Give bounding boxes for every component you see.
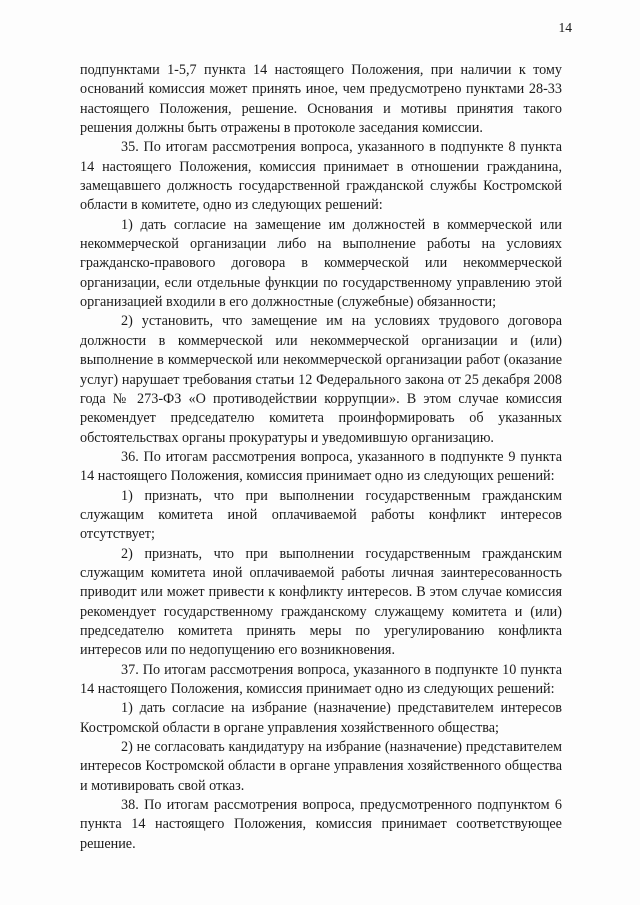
document-body xyxy=(80,61,562,854)
paragraph-36-item-2: 2) признать, что при выполнении государственным гражданским служащим комитета иной оплачиваемой работы личная заинтересованность приводит или может привести к конфликту интересов. В этом случае комиссия рекомендует государственному гражданскому служащему комитета и (или) председателю комитета принять меры по урегулированию конфликта интересов или по недопущению его возникновения. xyxy=(80,545,562,659)
paragraph-38: 38. По итогам рассмотрения вопроса, предусмотренного подпунктом 6 пункта 14 настоящего Положения, комиссия принимает соответствующее решение. xyxy=(80,797,562,852)
paragraph-36: 36. По итогам рассмотрения вопроса, указанного в подпункте 9 пункта 14 настоящего Положения, комиссия принимает одно из следующих решений: xyxy=(80,448,562,485)
paragraph-35-item-1: 1) дать согласие на замещение им должностей в коммерческой или некоммерческой организации либо на выполнение работы на условиях гражданско-правового договора в коммерческой или некоммерческой организации, если отдельные функции по государственному управлению этой организацией входили в его должностные (служебные) обязанности; xyxy=(80,216,562,311)
page-number: 14 xyxy=(558,20,572,35)
paragraph-35: 35. По итогам рассмотрения вопроса, указанного в подпункте 8 пункта 14 настоящего Положения, комиссия принимает в отношении гражданина, замещавшего должность государственной гражданской службы Костромской области в комитете, одно из следующих решений: xyxy=(80,139,562,214)
paragraph-35-item-2: 2) установить, что замещение им на условиях трудового договора должности в коммерческой или некоммерческой организации и (или) выполнение в коммерческой или некоммерческой организации работ (оказание услуг) нарушает требования статьи 12 Федерального закона от 25 декабря 2008 года № 273-ФЗ «О противодействии коррупции». В этом случае комиссия рекомендует председателю комитета проинформировать об указанных обстоятельствах органы прокуратуры и уведомившую организацию. xyxy=(80,313,562,446)
paragraph-37-item-2: 2) не согласовать кандидатуру на избрание (назначение) представителем интересов Костромской области в органе управления хозяйственного общества и мотивировать свой отказ. xyxy=(80,739,562,794)
paragraph-continued: подпунктами 1-5,7 пункта 14 настоящего Положения, при наличии к тому оснований комиссия может принять иное, чем предусмотрено пунктами 28-33 настоящего Положения, решение. Основания и мотивы принятия такого решения должны быть отражены в протоколе заседания комиссии. xyxy=(80,62,562,137)
paragraph-37-item-1: 1) дать согласие на избрание (назначение) представителем интересов Костромской области в органе управления хозяйственного общества; xyxy=(80,700,562,736)
paragraph-37: 37. По итогам рассмотрения вопроса, указанного в подпункте 10 пункта 14 настоящего Положения, комиссия принимает одно из следующих решений: xyxy=(80,661,562,697)
paragraph-36-item-1: 1) признать, что при выполнении государственным гражданским служащим комитета иной оплачиваемой работы конфликт интересов отсутствует; xyxy=(80,487,562,543)
